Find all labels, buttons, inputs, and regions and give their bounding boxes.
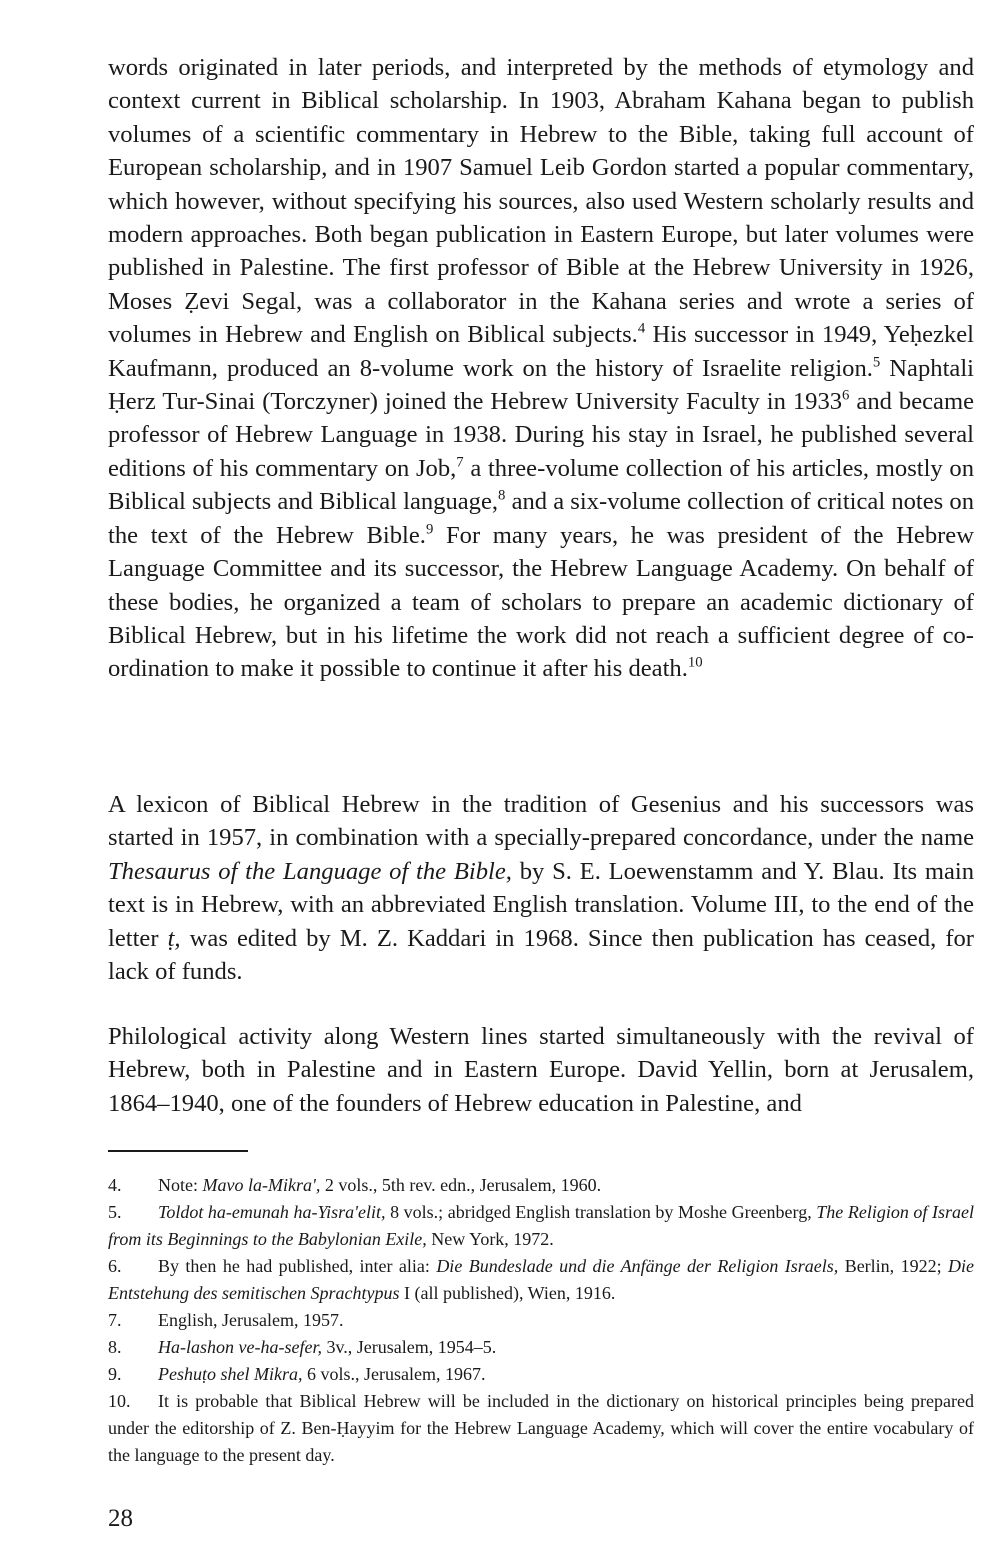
footnote-title: Die Bundeslade und die Anfänge der Religion Israels,	[436, 1256, 839, 1276]
footnote-text: It is probable that Biblical Hebrew will be included in the dictionary on historical principles being prepared under the editorship of Z. Ben-Ḥayyim for the Hebrew Language Academy, which will cover the entire vocabulary of the language to the present day.	[108, 1391, 974, 1465]
footnote-number: 6.	[108, 1256, 122, 1276]
footnote-ref-8[interactable]: 8	[498, 487, 506, 504]
footnote-number: 5.	[108, 1202, 122, 1222]
footnote-text: 2 vols., 5th rev. edn., Jerusalem, 1960.	[320, 1175, 602, 1195]
footnotes	[108, 1172, 974, 1469]
page-number: 28	[108, 1505, 133, 1532]
footnote-text: Berlin, 1922;	[838, 1256, 949, 1276]
footnote-9	[108, 1361, 974, 1388]
footnote-text: 3v., Jerusalem, 1954–5.	[321, 1337, 497, 1357]
footnote-ref-4[interactable]: 4	[637, 320, 646, 337]
footnote-ref-7[interactable]: 7	[456, 454, 464, 471]
paragraph-1	[108, 51, 974, 686]
footnote-number: 7.	[108, 1310, 122, 1330]
footnote-text: New York, 1972.	[426, 1229, 554, 1249]
footnote-number: 8.	[108, 1337, 122, 1357]
footnote-text: By then he had published, inter alia:	[158, 1256, 437, 1276]
footnote-ref-9[interactable]: 9	[425, 521, 434, 538]
footnote-title: Mavo la-Mikra',	[202, 1175, 321, 1195]
hebrew-letter: ṭ,	[167, 924, 181, 952]
footnote-title: Toldot ha-emunah ha-Yisra'elit,	[158, 1202, 386, 1222]
footnote-text: 8 vols.; abridged English translation by Moshe Greenberg,	[385, 1202, 817, 1222]
footnote-text: English, Jerusalem, 1957.	[158, 1310, 344, 1330]
footnote-text: 6 vols., Jerusalem, 1967.	[302, 1364, 486, 1384]
footnote-5	[108, 1199, 974, 1253]
footnote-number: 9.	[108, 1364, 122, 1384]
footnote-title: Peshuṭo shel Mikra,	[158, 1364, 303, 1384]
text-run: words originated in later periods, and interpreted by the methods of etymology and context current in Biblical scholarship. In 1903, Abraham Kahana began to publish volumes of a scientific commentary in Hebrew to the Bible, taking full account of European scholarship, and in 1907 Samuel Leib Gordon started a popular commentary, which however, without specifying his sources, also used Western scholarly results and modern approaches. Both began publication in Eastern Europe, but later volumes were published in Palestine. The first professor of Bible at the Hebrew University in 1926, Moses Ẓevi Segal, was a collaborator in the Kahana series and wrote a series of volumes in Hebrew and English on Biblical subjects.	[108, 54, 974, 349]
footnote-7	[108, 1307, 974, 1334]
footnote-10	[108, 1388, 974, 1469]
text-run: His successor in 1949, Yeḥezkel Kaufmann, produced an 8-volume work on the history of Israelite religion.	[108, 321, 974, 382]
text-run: and became professor of Hebrew Language in 1938. During his stay in Israel, he published several editions of his commentary on Job,	[108, 388, 974, 482]
footnote-title: Ha-lashon ve-ha-sefer,	[158, 1337, 322, 1357]
footnote-ref-6[interactable]: 6	[842, 387, 850, 404]
text-run: A lexicon of Biblical Hebrew in the tradition of Gesenius and his successors was started in 1957, in combination with a specially-prepared concordance, under the name	[108, 791, 974, 852]
footnote-4	[108, 1172, 974, 1199]
footnote-ref-10[interactable]: 10	[687, 654, 703, 671]
footnote-title: The Religion of Israel from its Beginnings to the Babylonian Exile,	[108, 1202, 975, 1249]
footnote-number: 4.	[108, 1175, 122, 1195]
text-run: and a six-volume collection of critical notes on the text of the Hebrew Bible.	[108, 488, 974, 549]
text-run: Naphtali Ḥerz Tur-Sinai (Torczyner) joined the Hebrew University Faculty in 1933	[108, 354, 974, 416]
paragraph-3	[108, 1020, 974, 1120]
footnote-6	[108, 1253, 974, 1307]
book-title: Thesaurus of the Language of the Bible,	[108, 857, 512, 885]
text-run: For many years, he was president of the Hebrew Language Committee and its successor, the Hebrew Language Academy. On behalf of these bodies, he organized a team of scholars to prepare an academic dictionary of Biblical Hebrew, but in his lifetime the work did not reach a sufficient degree of co-ordination to make it possible to continue it after his death.	[108, 521, 974, 683]
text-run: Philological activity along Western lines started simultaneously with the revival of Hebrew, both in Palestine and in Eastern Europe. David Yellin, born at Jerusalem, 1864–1940, one of the founders of Hebrew education in Palestine, and	[108, 1023, 974, 1117]
text-run: a three-volume collection of his articles, mostly on Biblical subjects and Biblical language,	[108, 454, 974, 516]
footnote-8	[108, 1334, 974, 1361]
footnote-number: 10.	[108, 1391, 131, 1411]
footnote-ref-5[interactable]: 5	[872, 354, 881, 371]
paragraph-2	[108, 788, 974, 988]
text-run: was edited by M. Z. Kaddari in 1968. Since then publication has ceased, for lack of funds.	[108, 924, 974, 986]
footnote-title: Die Entstehung des semitischen Sprachtypus	[108, 1256, 975, 1303]
text-run: by S. E. Loewenstamm and Y. Blau. Its main text is in Hebrew, with an abbreviated English translation. Volume III, to the end of the letter	[108, 857, 974, 952]
footnote-text: Note:	[158, 1175, 203, 1195]
footnote-text: I (all published), Wien, 1916.	[399, 1283, 616, 1303]
footnote-separator	[108, 1150, 248, 1152]
